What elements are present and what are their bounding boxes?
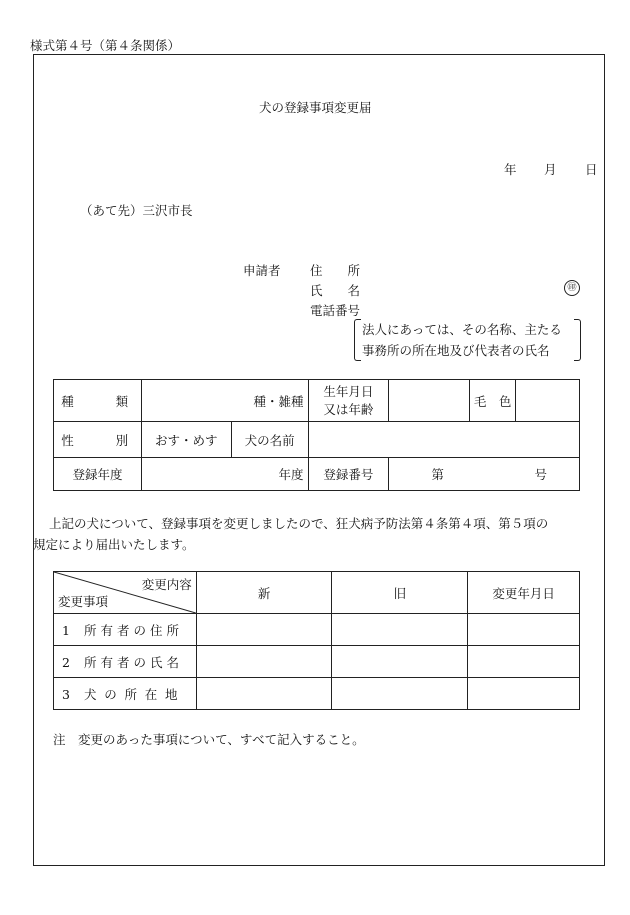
birth-label-line1: 生年月日 [323,383,374,399]
change-date-cell[interactable] [468,614,580,646]
birth-label-line2: 又は年齢 [323,401,374,417]
sex-label-cell [54,422,142,458]
color-label: 毛 色 [473,393,512,409]
old-value-cell[interactable] [332,678,468,710]
date-year: 年 [504,162,517,177]
dog-name-value-cell[interactable] [308,422,579,458]
form-title: 犬の登録事項変更届 [259,100,372,115]
row-number: 3 [62,686,70,702]
birth-label-cell [308,380,389,422]
phone-label: 電話番号 [310,303,361,318]
reg-year-suffix: 年度 [278,467,304,482]
birth-value-cell[interactable] [389,380,470,422]
row-label-cell [54,646,197,678]
old-value-cell[interactable] [332,614,468,646]
breed-label: 種 類 [61,393,134,409]
row-number: 1 [62,622,70,638]
row-label: 所有者の住所 [83,622,183,638]
change-table [53,571,580,710]
name-label: 氏 名 [310,283,361,298]
col-new-header [196,572,332,614]
applicant-label: 申請者 [243,263,281,278]
new-value-cell[interactable] [196,678,332,710]
note: 注 変更のあった事項について、すべて記入すること。 [53,732,365,747]
bracket-right [574,319,581,361]
reg-number-suffix: 号 [534,467,547,482]
bracket-left [354,319,361,361]
old-value-cell[interactable] [332,646,468,678]
col-old-label: 旧 [393,585,407,601]
table-row [54,678,580,710]
statement-line1: 上記の犬について、登録事項を変更しましたので、狂犬病予防法第４条第４項、第５項の [49,516,549,531]
date-month: 月 [544,162,557,177]
color-value-cell[interactable] [516,380,580,422]
reg-year-label: 登録年度 [72,467,123,482]
seal-mark: ㊞ [564,280,580,296]
reg-number-label: 登録番号 [323,467,374,482]
reg-number-value-cell[interactable] [389,458,580,491]
col-date-header [468,572,580,614]
dog-name-label: 犬の名前 [244,432,295,448]
reg-year-label-cell [54,458,142,491]
new-value-cell[interactable] [196,646,332,678]
dog-info-table [53,379,580,491]
statement-line2: 規定により届出いたします。 [33,537,195,552]
diagonal-header-cell [54,572,197,614]
row-label: 犬の所在地 [83,686,186,702]
col-date-label: 変更年月日 [492,585,555,601]
change-date-cell[interactable] [468,646,580,678]
corporate-note-line1: 法人にあっては、その名称、主たる [362,322,562,337]
table-row [54,614,580,646]
breed-suffix: 種・雑種 [253,393,304,409]
color-label-cell [470,380,516,422]
sex-options-cell[interactable] [141,422,231,458]
header-item-label: 変更事項 [58,594,109,609]
reg-number-prefix: 第 [431,467,444,482]
breed-cell[interactable] [141,380,308,422]
addressee: （あて先）三沢市長 [80,203,193,218]
sex-label: 性 別 [61,432,134,448]
date-day: 日 [585,162,598,177]
dog-name-label-cell [231,422,308,458]
sex-options: おす・めす [155,432,218,448]
row-label-cell [54,614,197,646]
col-old-header [332,572,468,614]
row-label: 所有者の氏名 [83,654,183,670]
header-content-label: 変更内容 [141,577,192,592]
row-number: 2 [62,654,70,670]
table-row [54,646,580,678]
breed-label-cell [54,380,142,422]
row-label-cell [54,678,197,710]
corporate-note-line2: 事務所の所在地及び代表者の氏名 [362,343,550,358]
new-value-cell[interactable] [196,614,332,646]
change-date-cell[interactable] [468,678,580,710]
reg-number-label-cell [308,458,389,491]
col-new-label: 新 [257,585,271,601]
form-number: 様式第４号（第４条関係） [30,38,181,53]
address-label: 住 所 [310,263,361,278]
reg-year-value-cell[interactable] [141,458,308,491]
